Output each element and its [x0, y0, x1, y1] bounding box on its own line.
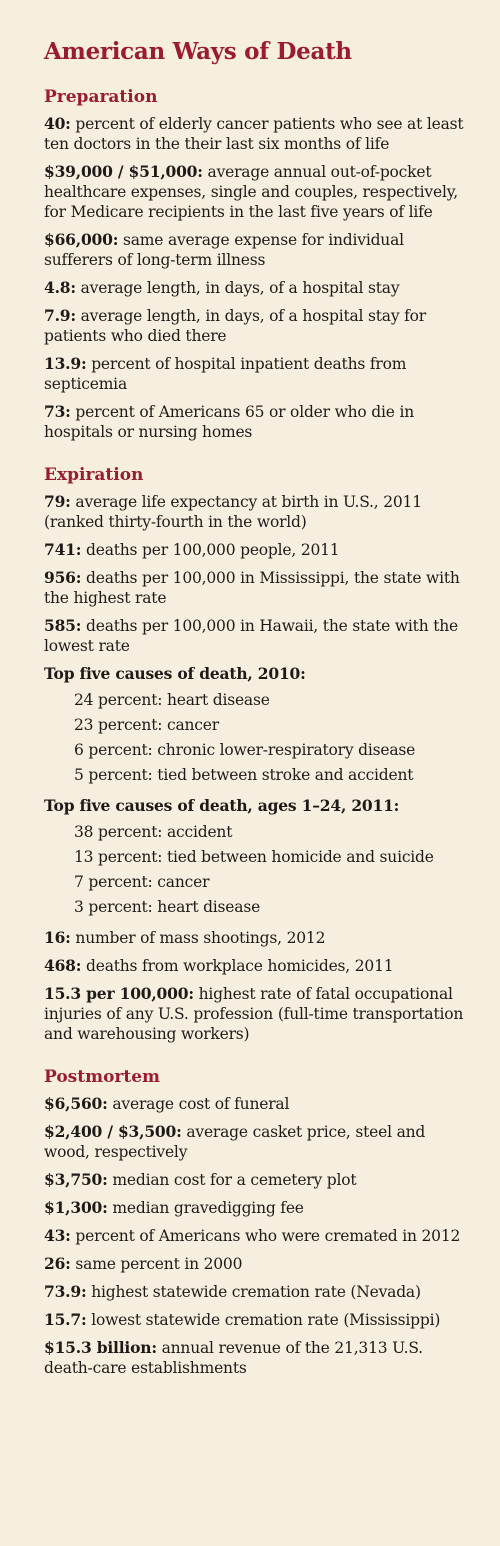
section-heading-preparation: Preparation	[44, 87, 158, 107]
stat-entry	[44, 162, 470, 222]
stat-entry	[44, 1338, 470, 1378]
stat-description: percent of Americans who were cremated in 2012	[70, 1227, 461, 1245]
cause-item: 23 percent: cancer	[74, 716, 219, 734]
stat-entry	[44, 984, 470, 1044]
stat-description: deaths per 100,000 people, 2011	[81, 541, 340, 559]
stat-description: number of mass shootings, 2012	[70, 929, 326, 947]
stat-description: median gravedigging fee	[107, 1199, 304, 1217]
preparation-entries	[44, 114, 470, 442]
stat-description: average length, in days, of a hospital stay for patients who died there	[44, 307, 427, 345]
stat-description: lowest statewide cremation rate (Mississippi)	[86, 1311, 441, 1329]
stat-value: 15.7:	[44, 1310, 87, 1329]
stat-entry	[44, 540, 470, 560]
stat-description: highest statewide cremation rate (Nevada)	[86, 1283, 421, 1301]
causes-2010-heading: Top five causes of death, 2010:	[44, 664, 306, 683]
cause-item: 13 percent: tied between homicide and suicide	[74, 848, 434, 866]
stat-value: 4.8:	[44, 278, 76, 297]
stat-value: 15.3 per 100,000:	[44, 984, 194, 1003]
stat-value: $1,300:	[44, 1198, 108, 1217]
stat-description: same average expense for individual sufferers of long-term illness	[44, 231, 404, 269]
cause-item: 5 percent: tied between stroke and accident	[74, 766, 414, 784]
stat-entry	[44, 1122, 470, 1162]
stat-value: 43:	[44, 1226, 71, 1245]
stat-value: $66,000:	[44, 230, 119, 249]
stat-entry	[44, 492, 470, 532]
stat-entry	[44, 306, 470, 346]
stat-value: $2,400 / $3,500:	[44, 1122, 182, 1141]
section-expiration	[44, 464, 470, 1044]
causes-young-heading: Top five causes of death, ages 1–24, 2011:	[44, 796, 400, 815]
stat-entry	[44, 1310, 470, 1330]
stat-entry	[44, 1094, 470, 1114]
stat-value: $3,750:	[44, 1170, 108, 1189]
page-title: American Ways of Death	[44, 38, 352, 65]
section-preparation	[44, 86, 470, 442]
section-postmortem	[44, 1066, 470, 1378]
stat-entry	[44, 230, 470, 270]
stat-value: 956:	[44, 568, 82, 587]
stat-value: 40:	[44, 114, 71, 133]
stat-entry	[44, 1170, 470, 1190]
expiration-entries-a	[44, 492, 470, 656]
stat-entry	[44, 278, 470, 298]
stat-entry	[44, 1254, 470, 1274]
stat-entry	[44, 928, 470, 948]
stat-entry	[44, 354, 470, 394]
stat-description: average cost of funeral	[107, 1095, 290, 1113]
causes-2010-list	[44, 688, 470, 788]
postmortem-entries	[44, 1094, 470, 1378]
stat-description: annual revenue of the 21,313 U.S. death-care establishments	[44, 1339, 423, 1377]
stat-entry	[44, 568, 470, 608]
stat-value: 16:	[44, 928, 71, 947]
stat-entry	[44, 114, 470, 154]
stat-entry	[44, 616, 470, 656]
stat-description: median cost for a cemetery plot	[107, 1171, 357, 1189]
stat-description: same percent in 2000	[70, 1255, 243, 1273]
stat-value: 13.9:	[44, 354, 87, 373]
stat-value: 7.9:	[44, 306, 76, 325]
stat-value: 741:	[44, 540, 82, 559]
stat-description: percent of hospital inpatient deaths from septicemia	[44, 355, 407, 393]
causes-young-list	[44, 820, 470, 920]
stat-value: 79:	[44, 492, 71, 511]
stat-description: average length, in days, of a hospital stay	[75, 279, 400, 297]
stat-entry	[44, 402, 470, 442]
stat-description: average annual out-of-pocket healthcare expenses, single and couples, respectively, for Medicare recipients in the last five years of life	[44, 163, 458, 221]
stat-value: $15.3 billion:	[44, 1338, 157, 1357]
stat-value: 26:	[44, 1254, 71, 1273]
stat-description: percent of Americans 65 or older who die in hospitals or nursing homes	[44, 403, 415, 441]
cause-item: 24 percent: heart disease	[74, 691, 270, 709]
stat-description: average life expectancy at birth in U.S., 2011 (ranked thirty-fourth in the world)	[44, 493, 422, 531]
stat-value: $6,560:	[44, 1094, 108, 1113]
cause-item: 3 percent: heart disease	[74, 898, 261, 916]
stat-description: highest rate of fatal occupational injuries of any U.S. profession (full-time transportation and warehousing workers)	[44, 985, 464, 1043]
stat-value: 468:	[44, 956, 82, 975]
stat-value: $39,000 / $51,000:	[44, 162, 203, 181]
cause-item: 7 percent: cancer	[74, 873, 210, 891]
stat-description: average casket price, steel and wood, respectively	[44, 1123, 426, 1161]
stat-value: 73.9:	[44, 1282, 87, 1301]
section-heading-expiration: Expiration	[44, 465, 144, 485]
stat-description: percent of elderly cancer patients who see at least ten doctors in the their last six months of life	[44, 115, 464, 153]
stat-description: deaths from workplace homicides, 2011	[81, 957, 394, 975]
stat-entry	[44, 956, 470, 976]
stat-value: 585:	[44, 616, 82, 635]
stat-entry	[44, 1282, 470, 1302]
stat-description: deaths per 100,000 in Mississippi, the state with the highest rate	[44, 569, 460, 607]
stat-description: deaths per 100,000 in Hawaii, the state with the lowest rate	[44, 617, 459, 655]
stat-entry	[44, 1226, 470, 1246]
stat-value: 73:	[44, 402, 71, 421]
section-heading-postmortem: Postmortem	[44, 1067, 161, 1087]
stat-entry	[44, 1198, 470, 1218]
cause-item: 6 percent: chronic lower-respiratory disease	[74, 741, 416, 759]
expiration-entries-b	[44, 928, 470, 1044]
cause-item: 38 percent: accident	[74, 823, 233, 841]
